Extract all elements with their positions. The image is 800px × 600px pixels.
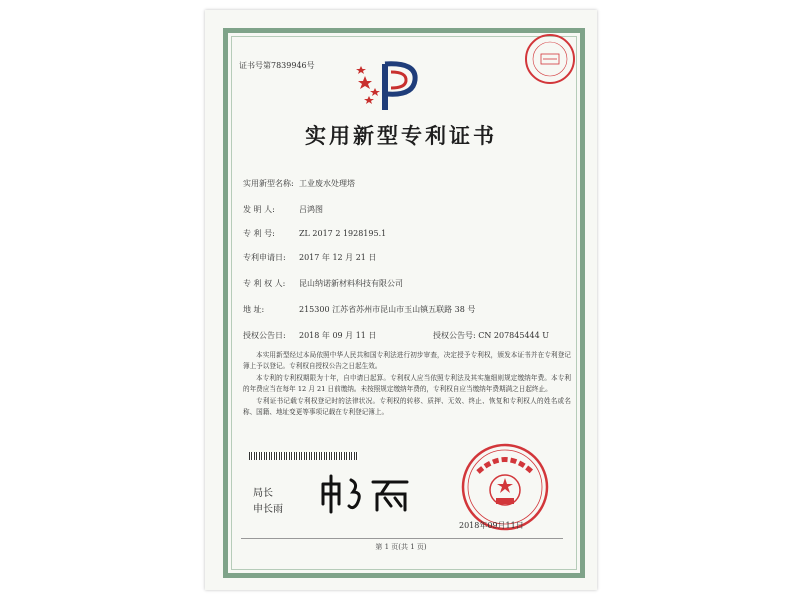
patent-office-logo-icon: [355, 54, 431, 116]
field-value: 2018 年 09 月 11 日: [299, 331, 377, 340]
barcode: [249, 452, 359, 460]
field-label: 授权公告号:: [433, 331, 476, 340]
field-value: CN 207845444 U: [478, 331, 550, 340]
page-number: 第 1 页(共 1 页): [375, 543, 427, 551]
field-label: 专利申请日:: [243, 253, 286, 262]
field-label: 实用新型名称:: [243, 179, 294, 188]
field-value: 吕鸿图: [299, 205, 323, 214]
divider: [241, 538, 563, 539]
field-application-date: [243, 252, 376, 263]
body-paragraph: 本实用新型经过本局依照中华人民共和国专利法进行初步审查，决定授予专利权，颁发本证书并在专利登记簿上予以登记。专利权自授权公告之日起生效。: [243, 351, 571, 370]
signature-title: 局长: [253, 488, 273, 499]
certificate-number: 证书号第7839946号: [239, 61, 315, 70]
field-label: 授权公告日:: [243, 331, 286, 340]
body-paragraph: 专利证书记载专利权登记时的法律状况。专利权的转移、质押、无效、终止、恢复和专利权人的姓名或名称、国籍、地址变更等事项记载在专利登记簿上。: [243, 397, 571, 416]
field-value: 工业废水处理塔: [299, 179, 355, 188]
body-paragraph: 本专利的专利权期限为十年，自申请日起算。专利权人应当依照专利法及其实施细则规定缴纳年费。本专利的年费应当在每年 12 月 21 日前缴纳。未按照规定缴纳年费的，专利权自应当缴纳年费期满之日起终止。: [243, 374, 571, 393]
field-utility-model-name: [243, 178, 355, 189]
official-seal-top-icon: [523, 32, 577, 86]
field-patentee: [243, 278, 403, 289]
field-value: 2017 年 12 月 21 日: [299, 253, 377, 262]
field-value: 215300 江苏省苏州市昆山市玉山镇五联路 38 号: [299, 305, 476, 314]
signature-printed-name: 申长雨: [253, 504, 283, 515]
authorization-date: [243, 330, 376, 341]
field-value: 昆山纳诺新材料科技有限公司: [299, 279, 403, 288]
field-patent-number: [243, 228, 386, 239]
field-value: ZL 2017 2 1928195.1: [299, 229, 387, 238]
official-seal-icon: [460, 442, 550, 532]
field-label: 专 利 号:: [243, 229, 275, 238]
field-address: [243, 304, 475, 315]
authorization-number: [433, 330, 549, 341]
seal-date: 2018年09月11日: [459, 521, 524, 530]
certificate-title: 实用新型专利证书: [305, 123, 497, 148]
field-inventor: [243, 204, 323, 215]
field-label: 地 址:: [243, 305, 265, 314]
field-label: 发 明 人:: [243, 205, 275, 214]
certificate-body-text: [243, 350, 571, 419]
field-label: 专 利 权 人:: [243, 279, 286, 288]
handwritten-signature-icon: [315, 470, 415, 514]
certificate-page: [205, 10, 597, 590]
